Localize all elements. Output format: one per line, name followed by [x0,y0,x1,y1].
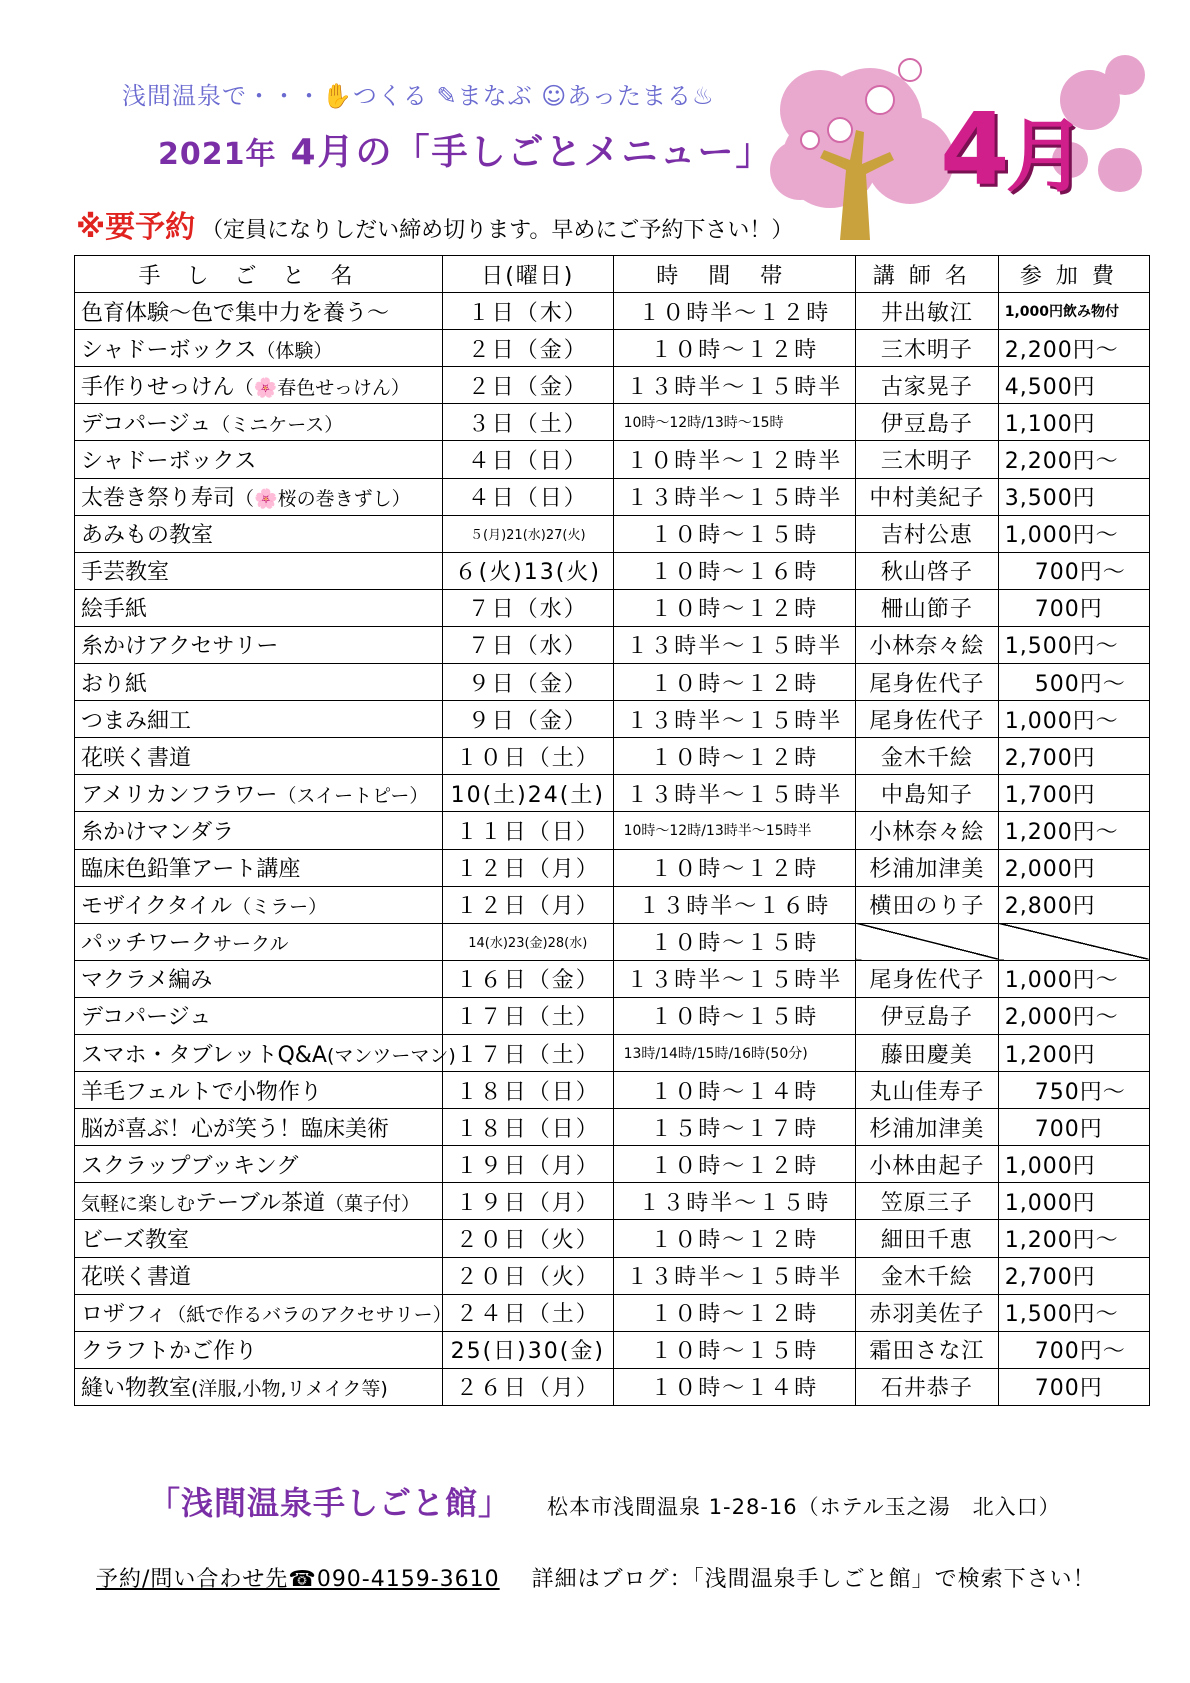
title-year: 2021年 [158,137,277,172]
activity-prefix: 気軽に楽しむ [81,1192,196,1215]
cell-activity-name [75,1109,443,1146]
cell-fee: 2,200円～ [998,330,1149,367]
cell-instructor: 柵山節子 [856,589,999,626]
cell-date: 25(日)30(金) [442,1331,613,1368]
activity-name: つまみ細工 [81,708,192,734]
cell-fee: 700円 [998,1368,1149,1405]
cell-instructor: 中島知子 [856,775,999,812]
cell-date: １２日（月） [442,849,613,886]
activity-name: 縫い物教室 [81,1376,192,1402]
month-badge [940,91,1086,208]
cell-time: １０時～１２時 [613,738,855,775]
cell-activity-name [75,404,443,441]
table-row [75,1331,1150,1368]
cell-activity-name [75,552,443,589]
cell-activity-name [75,1034,456,1071]
table-row [75,997,1150,1034]
cell-time: １３時半～１６時 [613,886,855,923]
header-instructor: 講師名 [856,256,999,293]
activity-name: 絵手紙 [81,597,148,623]
header-name: 手しごと名 [75,256,443,293]
cell-instructor: 尾身佐代子 [856,664,999,701]
reservation-required: ※要予約 [76,210,196,245]
month-badge-number: 4 [940,91,1006,208]
cell-fee: 1,000円 [998,1146,1149,1183]
cell-date: １日（木） [442,293,613,330]
table-row [75,404,1150,441]
cell-instructor: 霜田さな江 [856,1331,999,1368]
cell-activity-name [75,997,443,1034]
cell-time: １０時～１５時 [613,1331,855,1368]
activity-name: 糸かけアクセサリー [81,634,279,660]
table-row [75,1072,1150,1109]
table-row [75,1109,1150,1146]
activity-name: クラフトかご作り [81,1339,258,1365]
activity-subtitle: （スイートピー） [277,784,429,807]
cell-fee: 2,200円～ [998,441,1149,478]
cell-instructor: 伊豆島子 [856,997,999,1034]
cell-time: １０時～１６時 [613,552,855,589]
table-row [75,1294,1150,1331]
activity-name: パッチワーク [81,931,214,957]
cell-date: ２日（金） [442,330,613,367]
cell-fee [998,923,1149,960]
cell-time: １０時～１５時 [613,997,855,1034]
activity-name: おり紙 [81,671,148,697]
activity-subtitle: （体験） [256,339,333,362]
cell-time: １０時半～１２時半 [613,441,855,478]
cell-time: １０時～１２時 [613,849,855,886]
table-row [75,1368,1150,1405]
cell-date: ４日（日） [442,441,613,478]
cell-time: １３時半～１５時半 [613,367,855,404]
reservation-notice [76,202,793,246]
activity-name: スクラップブッキング [81,1153,299,1179]
cell-time: １０時～１５時 [613,923,855,960]
cell-date: ４日（日） [442,478,613,515]
venue-info [148,1478,1061,1524]
cell-time: １０時半～１２時 [613,293,855,330]
cell-time: 10時～12時/13時半～15時半 [613,812,855,849]
cell-instructor: 杉浦加津美 [856,849,999,886]
cell-instructor [856,923,999,960]
cell-date: 10(土)24(土) [442,775,613,812]
cell-date: ５(月)21(水)27(火) [442,515,613,552]
cell-fee: 4,500円 [998,367,1149,404]
cell-date: １２日（月） [442,886,613,923]
activity-subtitle: サークル [213,933,289,956]
cell-instructor: 丸山佳寿子 [856,1072,999,1109]
cell-date: ２０日（火） [442,1220,613,1257]
table-row [75,552,1150,589]
cell-activity-name [75,775,443,812]
header-time: 時間帯 [613,256,855,293]
cell-time: １０時～１２時 [613,1220,855,1257]
cell-time: １３時半～１５時半 [613,626,855,663]
table-row [75,812,1150,849]
contact-info [96,1562,1096,1593]
cell-instructor: 細田千恵 [856,1220,999,1257]
cell-date: １１日（日） [442,812,613,849]
activity-name: 羊毛フェルトで小物作り [81,1079,322,1105]
cell-fee: 1,500円～ [998,1294,1149,1331]
cell-activity-name [75,478,443,515]
table-row [75,330,1150,367]
activity-subtitle: (洋服,小物,リメイク等) [191,1378,388,1401]
cell-fee: 1,500円～ [998,626,1149,663]
activity-name: あみもの教室 [81,523,214,549]
cell-activity-name [75,330,443,367]
table-row [75,1220,1150,1257]
cell-time: １３時半～１５時半 [613,960,855,997]
cell-activity-name [75,923,443,960]
cell-fee: 1,000円～ [998,515,1149,552]
cell-activity-name [75,886,443,923]
table-row [75,701,1150,738]
table-row [75,367,1150,404]
cell-date: １７日（土） [442,1034,613,1071]
table-header-row [75,256,1150,293]
cell-fee: 1,000円～ [998,701,1149,738]
cell-fee: 700円～ [998,1331,1149,1368]
cell-instructor: 金木千絵 [856,738,999,775]
cell-time: １３時半～１５時半 [613,775,855,812]
activity-name: 手作りせっけん [81,374,235,400]
cell-fee: 1,000円 [998,1183,1149,1220]
cell-time: １０時～１４時 [613,1368,855,1405]
cell-fee: 1,200円～ [998,812,1149,849]
tagline: 浅間温泉で・・・✋つくる ✎まなぶ ☺あったまる♨ [122,82,715,110]
cell-instructor: 三木明子 [856,441,999,478]
cell-date: 14(水)23(金)28(水) [442,923,613,960]
cell-date: １９日（月） [442,1183,613,1220]
cell-activity-name [75,367,443,404]
cell-time: １０時～１２時 [613,1146,855,1183]
cell-instructor: 杉浦加津美 [856,1109,999,1146]
table-row [75,441,1150,478]
cell-date: １９日（月） [442,1146,613,1183]
cell-time: １３時半～１５時 [613,1183,855,1220]
activity-name: 色育体験～色で集中力を養う～ [81,300,390,326]
cell-instructor: 横田のり子 [856,886,999,923]
activity-name: シャドーボックス [81,449,257,475]
cell-date: ６(火)13(火) [442,552,613,589]
cell-activity-name [75,849,443,886]
cell-time: １０時～１２時 [613,664,855,701]
activity-subtitle: （🌸桜の巻きずし） [235,488,411,511]
activity-name: ロザフィ [81,1302,168,1328]
cell-activity-name [75,1146,443,1183]
cell-date: ２６日（月） [442,1368,613,1405]
activity-subtitle: （ミニケース） [211,413,344,436]
activity-name: デコパージュ [81,411,212,437]
cell-date: １６日（金） [442,960,613,997]
cell-fee: 1,700円 [998,775,1149,812]
venue-name: 「浅間温泉手しごと館」 [148,1484,512,1522]
cell-time: １５時～１７時 [613,1109,855,1146]
cell-activity-name [75,589,443,626]
cell-time: １０時～１５時 [613,515,855,552]
venue-address: 松本市浅間温泉 1-28-16（ホテル玉之湯 北入口） [547,1495,1061,1519]
cell-time: 10時～12時/13時～15時 [613,404,855,441]
cell-date: ９日（金） [442,701,613,738]
activity-name: 手芸教室 [81,560,170,586]
cell-time: １３時半～１５時半 [613,701,855,738]
cell-activity-name [75,701,443,738]
cell-fee: 1,200円～ [998,1220,1149,1257]
cell-activity-name [75,664,443,701]
cell-fee: 2,700円 [998,738,1149,775]
cell-time: 13時/14時/15時/16時(50分) [613,1034,855,1071]
cell-fee: 3,500円 [998,478,1149,515]
cell-fee: 700円 [998,1109,1149,1146]
cell-date: ２０日（火） [442,1257,613,1294]
activity-name: 太巻き祭り寿司 [81,486,236,512]
activity-subtitle: (マンツーマン) [326,1044,456,1067]
cell-instructor: 石井恭子 [856,1368,999,1405]
cell-instructor: 笠原三子 [856,1183,999,1220]
cell-fee: 750円～ [998,1072,1149,1109]
table-row [75,478,1150,515]
cell-fee: 2,700円 [998,1257,1149,1294]
table-row [75,923,1150,960]
cell-date: １８日（日） [442,1072,613,1109]
table-row [75,515,1150,552]
header-date: 日(曜日) [442,256,613,293]
table-row [75,775,1150,812]
cell-activity-name [75,960,443,997]
table-row [75,626,1150,663]
cell-activity-name [75,1368,443,1405]
cell-instructor: 金木千絵 [856,1257,999,1294]
cell-activity-name [75,1183,443,1220]
table-row [75,1034,1150,1071]
month-badge-unit: 月 [1005,110,1086,203]
table-row [75,1183,1150,1220]
cell-date: １８日（日） [442,1109,613,1146]
cell-fee: 1,100円 [998,404,1149,441]
page-title [158,124,774,175]
cell-instructor: 小林奈々絵 [856,812,999,849]
cell-instructor: 小林由起子 [856,1146,999,1183]
activity-name: 糸かけマンダラ [81,819,235,845]
reservation-note: （定員になりしだい締め切ります。早めにご予約下さい！） [201,218,794,243]
activity-name: 花咲く書道 [81,1265,192,1291]
cell-date: ３日（土） [442,404,613,441]
activity-name: ビーズ教室 [81,1227,190,1253]
cell-activity-name [75,293,443,330]
cell-time: １３時半～１５時半 [613,478,855,515]
cell-activity-name [75,1072,443,1109]
cell-activity-name [75,441,443,478]
cell-activity-name [75,515,443,552]
cell-fee: 700円～ [998,552,1149,589]
cell-activity-name [75,1331,443,1368]
cell-date: ２日（金） [442,367,613,404]
activity-name: モザイクタイル [81,894,233,920]
header-fee: 参加費 [998,256,1149,293]
cell-activity-name [75,738,443,775]
cell-instructor: 中村美紀子 [856,478,999,515]
cell-date: １７日（土） [442,997,613,1034]
activity-name: デコパージュ [81,1005,212,1031]
cell-time: １０時～１２時 [613,589,855,626]
activity-name: 花咲く書道 [81,745,192,771]
cell-time: １０時～１２時 [613,1294,855,1331]
cell-activity-name [75,812,443,849]
cell-fee: 1,000円飲み物付 [998,293,1149,330]
cell-instructor: 井出敏江 [856,293,999,330]
activity-subtitle: （🌸春色せっけん） [234,376,410,399]
cell-fee: 500円～ [998,664,1149,701]
blog-note: 詳細はブログ：「浅間温泉手しごと館」で検索下さい！ [531,1567,1096,1592]
cell-date: １０日（土） [442,738,613,775]
cell-instructor: 尾身佐代子 [856,960,999,997]
cell-time: １０時～１２時 [613,330,855,367]
cell-time: １０時～１４時 [613,1072,855,1109]
table-row [75,1146,1150,1183]
activity-name: 臨床色鉛筆アート講座 [81,857,301,883]
activity-name: スマホ・タブレットQ&A [81,1042,327,1068]
cell-fee: 1,200円 [998,1034,1149,1071]
cell-activity-name [75,1294,452,1331]
activity-name: シャドーボックス [81,337,257,363]
activity-subtitle: （菓子付） [325,1192,421,1215]
cell-instructor: 赤羽美佐子 [856,1294,999,1331]
table-row [75,960,1150,997]
table-row [75,1257,1150,1294]
cell-fee: 700円 [998,589,1149,626]
cell-instructor: 尾身佐代子 [856,701,999,738]
cell-instructor: 秋山啓子 [856,552,999,589]
activity-subtitle: （紙で作るバラのアクセサリー） [167,1304,452,1327]
cell-date: ７日（水） [442,589,613,626]
cell-date: ２４日（土） [442,1294,613,1331]
cell-activity-name [75,1220,443,1257]
activity-subtitle: （ミラー） [232,896,328,919]
table-row [75,293,1150,330]
menu-table [74,255,1150,1406]
table-row [75,589,1150,626]
table-row [75,849,1150,886]
table-row [75,738,1150,775]
cell-fee: 2,800円 [998,886,1149,923]
table-row [75,664,1150,701]
contact-phone: 予約/問い合わせ先☎090-4159-3610 [96,1567,500,1592]
table-row [75,886,1150,923]
activity-name: 脳が喜ぶ！心が笑う！臨床美術 [81,1116,390,1142]
activity-name: テーブル茶道 [195,1190,326,1216]
cell-instructor: 古家晃子 [856,367,999,404]
cell-fee: 2,000円～ [998,997,1149,1034]
cell-instructor: 三木明子 [856,330,999,367]
cell-instructor: 藤田慶美 [856,1034,999,1071]
cell-fee: 2,000円 [998,849,1149,886]
activity-name: マクラメ編み [81,968,213,994]
cell-instructor: 吉村公恵 [856,515,999,552]
cell-activity-name [75,1257,443,1294]
cell-date: ７日（水） [442,626,613,663]
cell-instructor: 伊豆島子 [856,404,999,441]
cell-date: ９日（金） [442,664,613,701]
cell-time: １３時半～１５時半 [613,1257,855,1294]
activity-name: アメリカンフラワー [81,782,278,808]
cell-fee: 1,000円～ [998,960,1149,997]
cell-instructor: 小林奈々絵 [856,626,999,663]
title-main: 4月の「手しごとメニュー」 [290,132,774,173]
cell-activity-name [75,626,443,663]
